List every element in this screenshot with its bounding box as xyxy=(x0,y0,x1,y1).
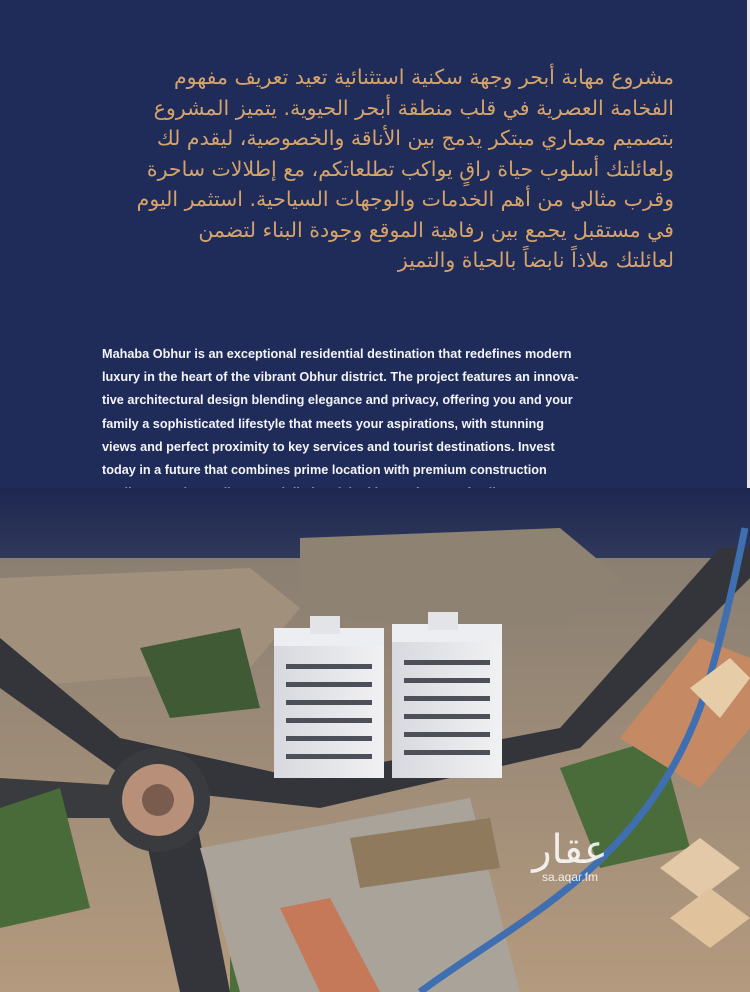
aqar-logo: عقار xyxy=(532,827,608,873)
tower-left xyxy=(274,616,384,778)
aqar-watermark xyxy=(510,828,630,884)
english-line: Mahaba Obhur is an exceptional residential destination that redefines modern xyxy=(102,347,572,361)
desert-lot xyxy=(300,528,620,628)
arabic-line: ولعائلتك أسلوب حياة راقٍ يواكب تطلعاتكم، مع إطلالات ساحرة xyxy=(146,156,674,181)
aqar-url: sa.aqar.fm xyxy=(541,870,599,884)
arabic-line: مشروع مهابة أبحر وجهة سكنية استثنائية تعيد تعريف مفهوم xyxy=(173,65,674,89)
english-line: luxury in the heart of the vibrant Obhur district. The project features an innova- xyxy=(102,370,579,385)
english-line: tive architectural design blending elegance and privacy, offering you and your xyxy=(102,393,573,408)
arabic-line: لعائلتك ملاذاً نابضاً بالحياة والتميز xyxy=(397,248,674,272)
english-line: family a sophisticated lifestyle that meets your aspirations, with stunning xyxy=(102,416,545,431)
arabic-line: الفخامة العصرية في قلب منطقة أبحر الحيوية. يتميز المشروع xyxy=(153,95,674,120)
english-line: views and perfect proximity to key services and tourist destinations. Invest xyxy=(102,439,555,454)
roundabout-center xyxy=(142,784,174,816)
brochure-text-panel xyxy=(0,0,750,488)
arabic-line: في مستقبل يجمع بين رفاهية الموقع وجودة البناء لتضمن xyxy=(198,217,674,242)
english-line: today in a future that combines prime location with premium construction xyxy=(102,463,547,478)
arabic-description xyxy=(74,62,674,276)
arabic-line: وقرب مثالي من أهم الخدمات والوجهات السياحية. استثمر اليوم xyxy=(136,187,674,211)
tower-right xyxy=(392,612,502,778)
arabic-line: بتصميم معماري مبتكر يدمج بين الأناقة والخصوصية، ليقدم لك xyxy=(156,126,674,150)
aerial-render-photo xyxy=(0,488,750,992)
english-description xyxy=(102,343,660,505)
